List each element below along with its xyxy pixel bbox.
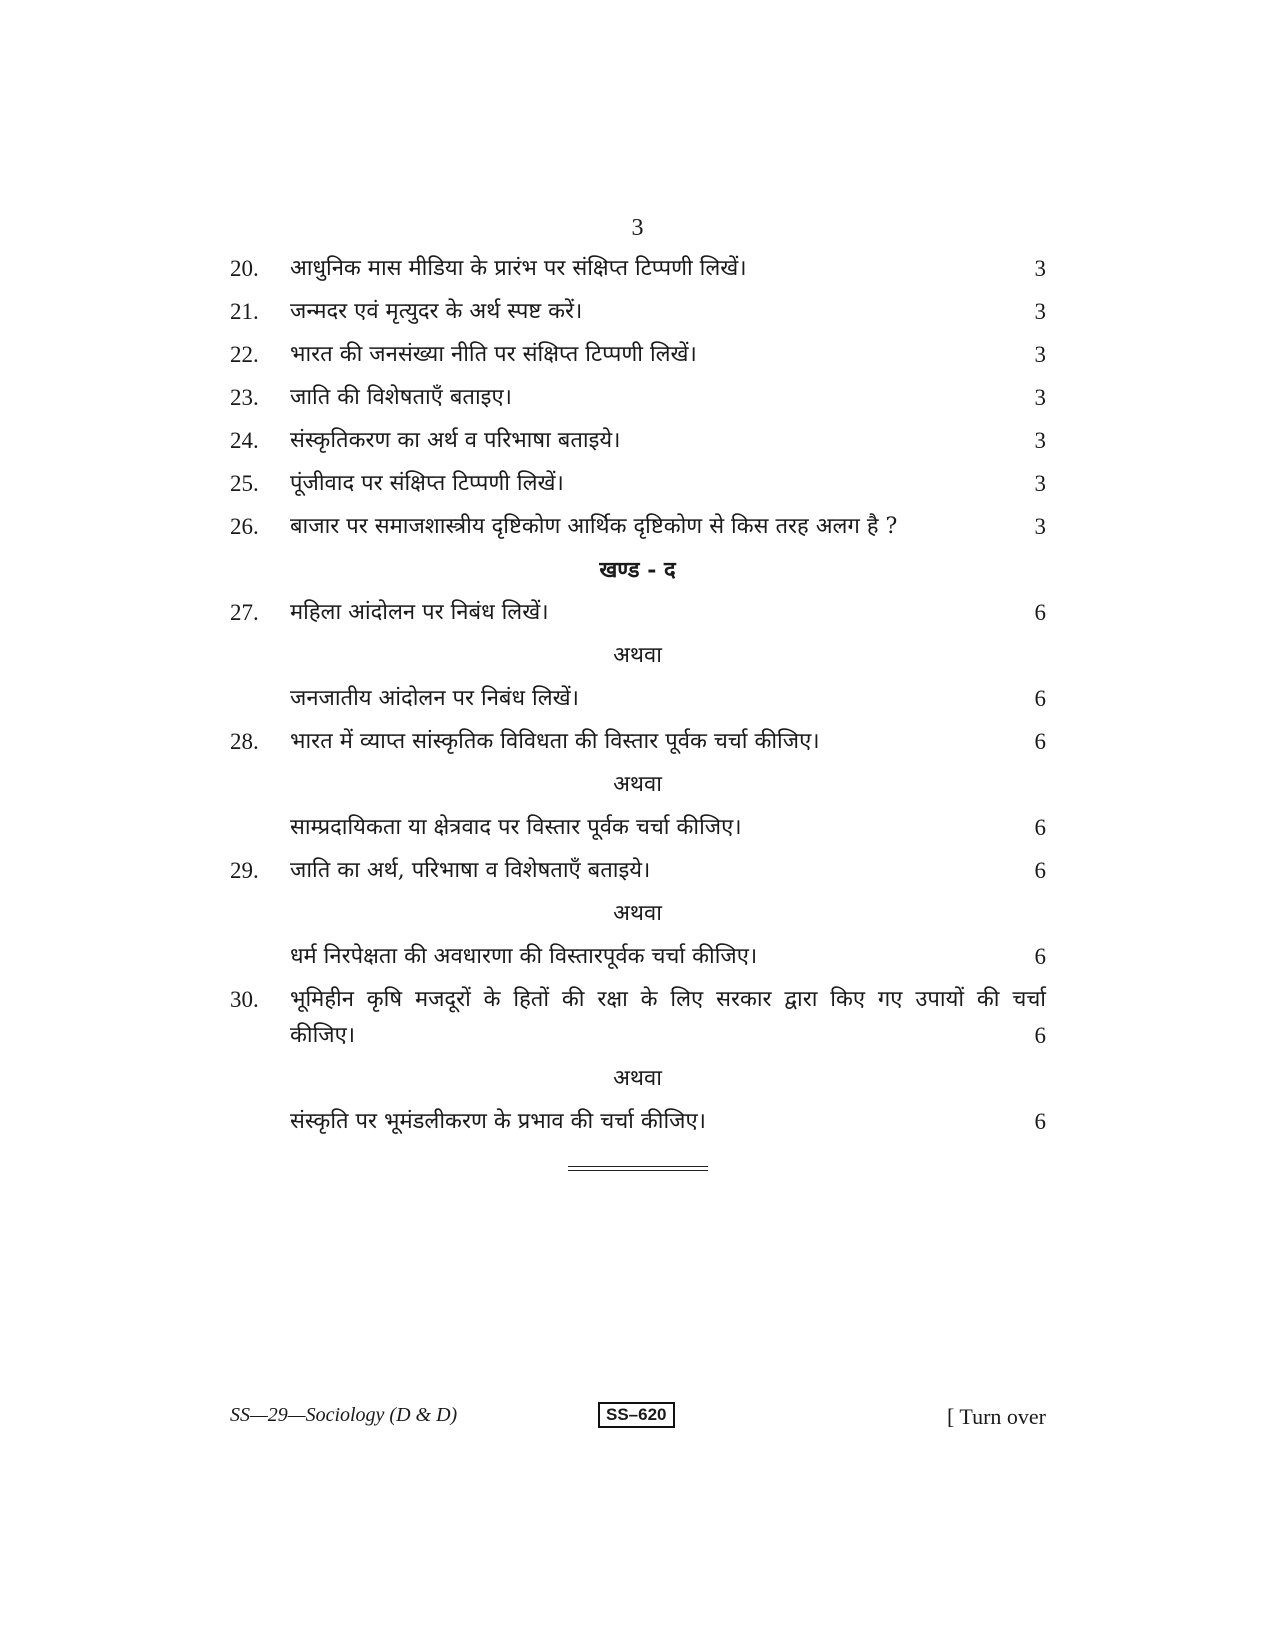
question-marks: 3 xyxy=(1034,299,1046,324)
question-text: जाति की विशेषताएँ बताइए। xyxy=(290,385,512,410)
question-text: जन्मदर एवं मृत्युदर के अर्थ स्पष्ट करें। xyxy=(290,299,583,324)
question-marks: 3 xyxy=(1034,428,1046,453)
question-number: 23. xyxy=(230,385,259,410)
question-text: जनजातीय आंदोलन पर निबंध लिखें। xyxy=(290,686,579,711)
question-marks: 6 xyxy=(1034,686,1046,711)
end-rule-top xyxy=(568,1166,708,1167)
question-marks: 6 xyxy=(1034,858,1046,883)
question-marks: 3 xyxy=(1034,514,1046,539)
question-number: 22. xyxy=(230,342,259,367)
question-marks: 6 xyxy=(1034,729,1046,754)
question-number: 28. xyxy=(230,729,259,754)
page-number: 3 xyxy=(631,215,644,241)
question-number: 20. xyxy=(230,256,259,281)
question-text: भारत में व्याप्त सांस्कृतिक विविधता की विस्तार पूर्वक चर्चा कीजिए। xyxy=(290,729,820,754)
question-number: 29. xyxy=(230,858,259,883)
question-marks: 6 xyxy=(1034,944,1046,969)
question-text: भारत की जनसंख्या नीति पर संक्षिप्त टिप्पणी लिखें। xyxy=(290,342,697,367)
question-text: बाजार पर समाजशास्त्रीय दृष्टिकोण आर्थिक दृष्टिकोण से किस तरह अलग है ? xyxy=(290,514,898,539)
section-heading: खण्ड - द xyxy=(599,557,676,583)
question-text: जाति का अर्थ, परिभाषा व विशेषताएँ बताइये। xyxy=(290,858,651,883)
question-marks: 3 xyxy=(1034,342,1046,367)
turn-over-label: [ Turn over xyxy=(946,1404,1046,1429)
question-marks: 6 xyxy=(1034,600,1046,625)
question-text: महिला आंदोलन पर निबंध लिखें। xyxy=(290,600,549,625)
question-number: 27. xyxy=(230,600,259,625)
question-number: 24. xyxy=(230,428,259,453)
end-rule-bottom xyxy=(568,1170,708,1171)
or-label: अथवा xyxy=(613,901,662,926)
footer-paper-code: SS–620 xyxy=(598,1402,675,1428)
question-marks: 6 xyxy=(1034,1109,1046,1134)
question-text: संस्कृति पर भूमंडलीकरण के प्रभाव की चर्चा कीजिए। xyxy=(290,1109,706,1134)
question-marks: 6 xyxy=(1034,815,1046,840)
question-text: आधुनिक मास मीडिया के प्रारंभ पर संक्षिप्त टिप्पणी लिखें। xyxy=(290,256,747,281)
question-marks: 3 xyxy=(1034,471,1046,496)
question-text: साम्प्रदायिकता या क्षेत्रवाद पर विस्तार पूर्वक चर्चा कीजिए। xyxy=(290,815,742,840)
question-number: 21. xyxy=(230,299,259,324)
or-label: अथवा xyxy=(613,643,662,668)
or-label: अथवा xyxy=(613,1066,662,1091)
question-text-line-1: भूमिहीन कृषि मजदूरों के हितों की रक्षा के लिए सरकार द्वारा किए गए उपायों की चर्चा xyxy=(290,987,1046,1012)
question-text: संस्कृतिकरण का अर्थ व परिभाषा बताइये। xyxy=(290,428,621,453)
question-number: 26. xyxy=(230,514,259,539)
question-text-line-2: कीजिए। xyxy=(290,1023,356,1048)
or-label: अथवा xyxy=(613,772,662,797)
question-number: 30. xyxy=(230,987,259,1012)
question-number: 25. xyxy=(230,471,259,496)
question-text: धर्म निरपेक्षता की अवधारणा की विस्तारपूर्वक चर्चा कीजिए। xyxy=(290,944,758,969)
question-marks: 3 xyxy=(1034,385,1046,410)
question-marks: 3 xyxy=(1034,256,1046,281)
question-text: पूंजीवाद पर संक्षिप्त टिप्पणी लिखें। xyxy=(290,471,564,496)
footer-paper-title: SS—29—Sociology (D & D) xyxy=(230,1404,458,1426)
question-marks: 6 xyxy=(1034,1023,1046,1048)
